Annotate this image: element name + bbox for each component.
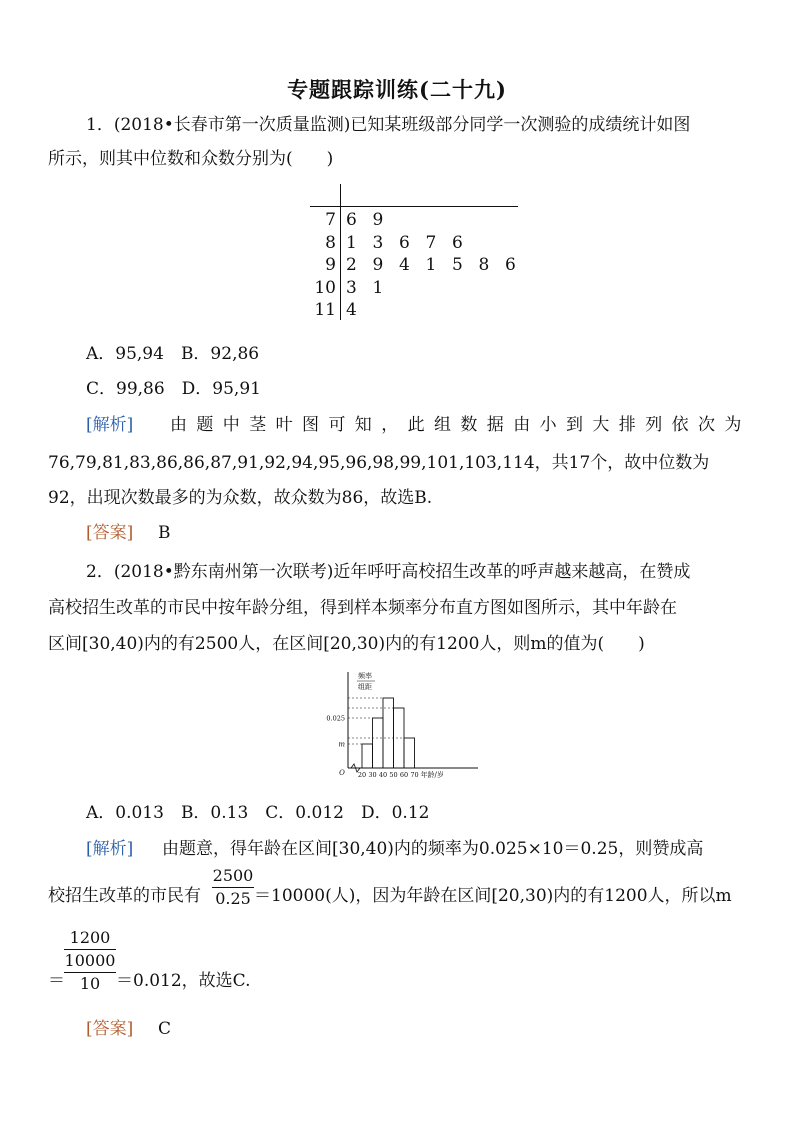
fraction-top: 1200 (69, 928, 111, 947)
stem-leaf-leaf: 3 (372, 232, 384, 253)
q2-analysis-line1: 由题意，得年龄在区间[30,40)内的频率为0.025×10＝0.25，则赞成高 (162, 839, 704, 859)
q1-answer-tag: [答案] (86, 523, 134, 543)
q1-answer: B (158, 523, 171, 543)
fraction-bottom: 10 (79, 974, 101, 993)
fraction-denominator: 0.25 (215, 889, 251, 908)
stem-leaf-leaf: 1 (346, 232, 357, 253)
stem-leaf-leaf: 5 (452, 255, 463, 275)
q2-line2: 高校招生改革的市民中按年龄分组，得到样本频率分布直方图如图所示，其中年龄在 (48, 598, 677, 618)
x-axis-label: 年龄/岁 (420, 771, 444, 779)
stem-leaf-stem: 10 (314, 277, 336, 298)
stem-leaf-leaf: 6 (505, 255, 516, 275)
histogram-bar (404, 738, 415, 768)
stem-leaf-leaf: 8 (478, 255, 490, 275)
q2-analysis-line3-post: ＝0.012，故选C. (116, 971, 251, 991)
fraction-inner-bar (64, 949, 116, 950)
q2-line3: 区间[30,40)内的有2500人，在区间[20,30)内的有1200人，则m的值为( ) (48, 634, 645, 654)
stem-leaf-vertical-line (340, 184, 341, 320)
fraction-2500-over-025 (212, 866, 254, 909)
stem-leaf-leaf: 4 (399, 255, 410, 275)
x-tick-label: 30 (368, 771, 377, 779)
q2-options: A．0.013 B．0.13 C．0.012 D．0.12 (86, 803, 430, 823)
stem-leaf-leaf: 6 (399, 232, 410, 253)
q1-analysis-line3: 92，出现次数最多的为众数，故众数为86，故选B. (48, 488, 433, 508)
stem-leaf-stem: 7 (325, 210, 336, 230)
stem-leaf-leaf: 2 (346, 255, 357, 275)
y-axis-label-bottom: 组距 (358, 683, 372, 691)
stem-leaf-leaf: 6 (346, 210, 357, 230)
q1-analysis-line1: 由题中茎叶图可知，此组数据由小到大排列依次为 (170, 415, 751, 435)
stem-leaf-plot (310, 184, 520, 324)
q1-options-ab: A．95,94 B．92,86 (86, 344, 260, 364)
fraction-numerator: 2500 (212, 866, 254, 885)
q1-options-cd: C．99,86 D．95,91 (86, 379, 261, 399)
fraction-main-bar (64, 972, 116, 973)
page-title: 专题跟踪训练(二十九) (287, 77, 507, 102)
q1-analysis-tag: [解析] (86, 415, 134, 435)
q2-analysis-line3-pre: ＝ (48, 971, 65, 991)
q2-analysis-line2-pre: 校招生改革的市民有 (48, 886, 201, 906)
stem-leaf-stem: 8 (325, 232, 336, 253)
histogram-bar (394, 708, 405, 768)
x-tick-label: 50 (389, 771, 398, 779)
q2-answer: C (158, 1019, 172, 1039)
fraction-middle: 10000 (64, 951, 116, 970)
stem-leaf-leaf: 9 (372, 210, 384, 230)
stem-leaf-leaf: 4 (346, 300, 357, 320)
histogram-bar (362, 744, 373, 768)
frequency-histogram (326, 668, 486, 782)
y-axis-label-top: 频率 (358, 672, 372, 680)
stem-leaf-leaf: 1 (372, 277, 384, 298)
q2-answer-tag: [答案] (86, 1019, 134, 1039)
stem-leaf-leaf: 7 (425, 232, 437, 253)
q1-line2: 所示，则其中位数和众数分别为( ) (48, 149, 334, 169)
origin-label: O (339, 769, 345, 777)
histogram-bar (373, 718, 384, 768)
x-tick-label: 70 (410, 771, 419, 779)
x-tick-label: 60 (399, 771, 409, 779)
y-tick-label: 0.025 (326, 714, 345, 723)
fraction-bar (212, 887, 254, 888)
stem-leaf-leaf: 6 (452, 232, 463, 253)
q2-analysis-line2-post: ＝10000(人)，因为年龄在区间[20,30)内的有1200人，所以m (254, 886, 732, 906)
stem-leaf-stem: 11 (314, 300, 336, 320)
histogram-bar (383, 698, 394, 768)
stem-leaf-leaf: 3 (346, 277, 357, 298)
q1-analysis-line2: 76,79,81,83,86,86,87,91,92,94,95,96,98,99,101,103,114，共17个，故中位数为 (48, 453, 710, 473)
stem-leaf-leaf: 1 (425, 255, 437, 275)
q1-line1: 1．(2018•长春市第一次质量监测)已知某班级部分同学一次测验的成绩统计如图 (86, 115, 691, 135)
stem-leaf-horizontal-line (310, 206, 518, 207)
stem-leaf-leaf: 9 (372, 255, 384, 275)
q2-line1: 2．(2018•黔东南州第一次联考)近年呼吁高校招生改革的呼声越来越高，在赞成 (86, 562, 691, 582)
q2-analysis-tag: [解析] (86, 839, 134, 859)
stem-leaf-stem: 9 (325, 255, 336, 275)
x-tick-label: 20 (357, 771, 367, 779)
y-tick-label-m: m (338, 740, 345, 749)
fraction-compound (64, 928, 116, 994)
x-tick-label: 40 (378, 771, 388, 779)
